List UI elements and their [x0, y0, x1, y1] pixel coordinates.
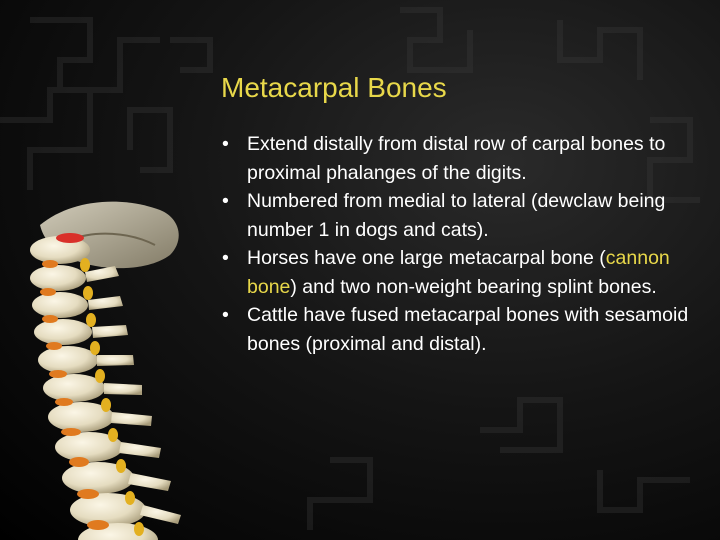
bullet-glyph: • — [222, 247, 229, 269]
bullet-text: Cattle have fused metacarpal bones with sesamoid bones (proximal and distal). — [247, 304, 689, 355]
bullet-text: Numbered from medial to lateral (dewclaw being number 1 in dogs and cats). — [247, 190, 666, 241]
highlighted-term: cannon bone — [247, 247, 670, 298]
bullet-glyph: • — [222, 190, 229, 212]
bullet-item — [220, 187, 710, 244]
slide-title: Metacarpal Bones — [221, 72, 447, 103]
bullet-glyph: • — [222, 133, 229, 155]
bullet-list — [220, 130, 710, 358]
bullet-text-post: ) and two non-weight bearing splint bones. — [290, 275, 657, 298]
bullet-text: Extend distally from distal row of carpal bones to proximal phalanges of the digits. — [247, 133, 666, 184]
bullet-glyph: • — [222, 304, 229, 326]
bullet-item — [220, 244, 710, 301]
bullet-item — [220, 301, 710, 358]
bullet-text-pre: Horses have one large metacarpal bone ( — [247, 247, 606, 269]
bullet-item — [220, 130, 710, 187]
